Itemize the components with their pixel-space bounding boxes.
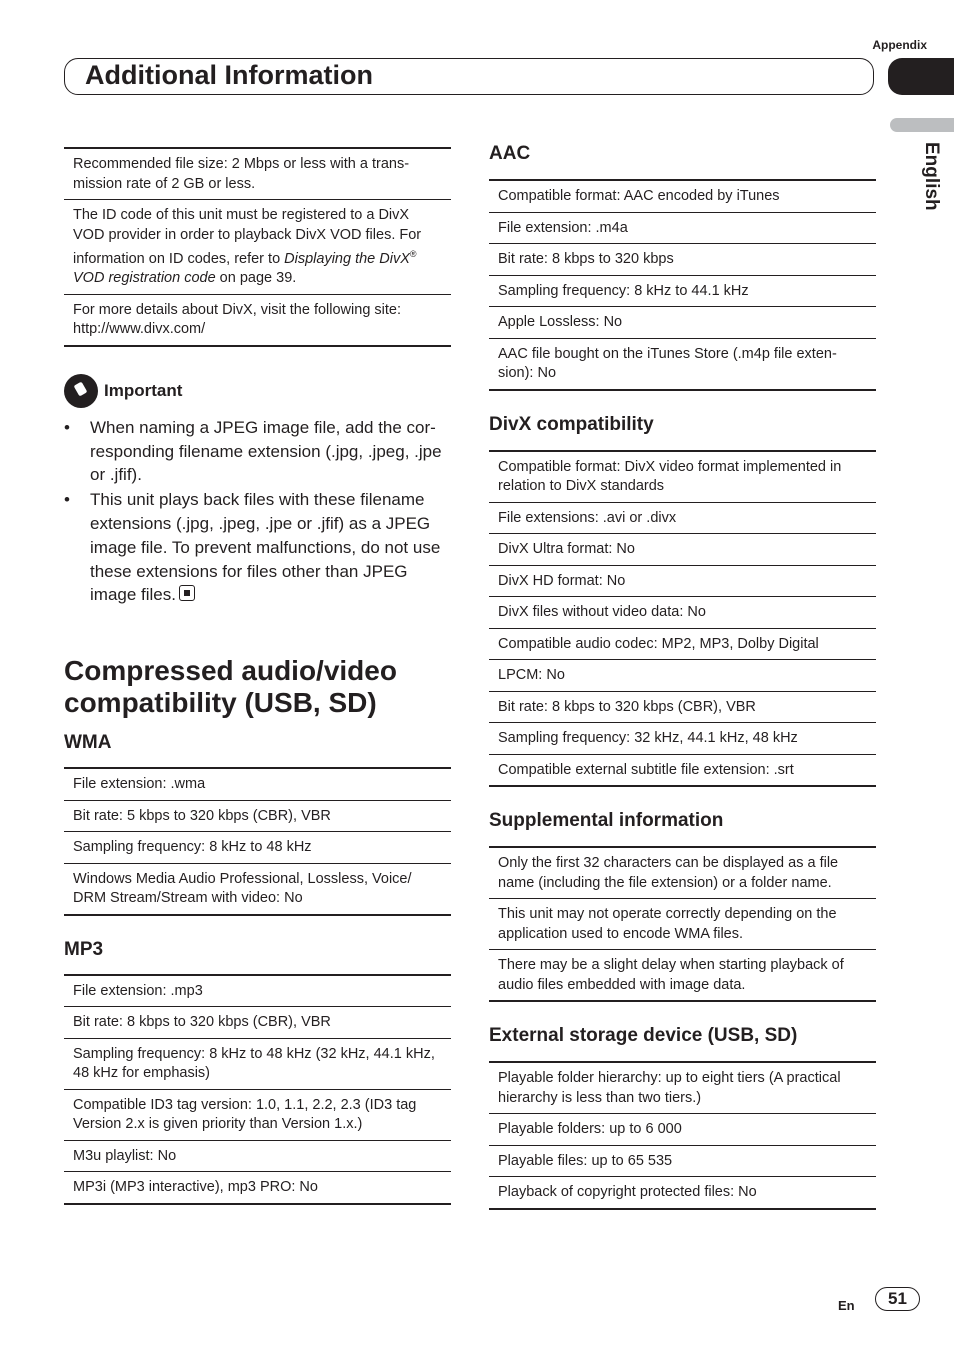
table-row: Compatible external subtitle file extension: .srt bbox=[489, 754, 876, 786]
table-row: File extension: .m4a bbox=[489, 212, 876, 244]
table-row: DivX HD format: No bbox=[489, 565, 876, 597]
table-row: This unit may not operate correctly depending on the application used to encode WMA files. bbox=[489, 898, 876, 949]
divx-heading: DivX compatibility bbox=[489, 413, 654, 435]
table-row: Bit rate: 5 kbps to 320 kbps (CBR), VBR bbox=[64, 800, 451, 832]
list-item: • When naming a JPEG image file, add the cor-responding filename extension (.jpg, .jpeg, .jpe or .jfif). bbox=[64, 416, 451, 487]
table-row: For more details about DivX, visit the following site: http://www.divx.com/ bbox=[64, 294, 451, 345]
section-label: Appendix bbox=[872, 38, 927, 52]
table-row: MP3i (MP3 interactive), mp3 PRO: No bbox=[64, 1171, 451, 1203]
page-number: 51 bbox=[875, 1287, 920, 1311]
table-row: File extension: .mp3 bbox=[73, 982, 203, 999]
table-row: Playback of copyright protected files: No bbox=[489, 1176, 876, 1208]
list-item: • This unit plays back files with these filename extensions (.jpg, .jpeg, .jpe or .jfif) as a JPEG image file. To prevent malfunctions, do not use these extensions for files other than JPEG image files. bbox=[64, 488, 451, 607]
wma-table bbox=[64, 767, 451, 916]
table-row: Compatible audio codec: MP2, MP3, Dolby Digital bbox=[489, 628, 876, 660]
important-icon bbox=[64, 374, 98, 408]
table-row: Playable folders: up to 6 000 bbox=[489, 1113, 876, 1145]
table-row: Sampling frequency: 32 kHz, 44.1 kHz, 48 kHz bbox=[489, 722, 876, 754]
table-row: DivX Ultra format: No bbox=[489, 533, 876, 565]
important-heading bbox=[64, 374, 451, 408]
table-row: Playable files: up to 65 535 bbox=[489, 1145, 876, 1177]
table-row: File extensions: .avi or .divx bbox=[489, 502, 876, 534]
left-column bbox=[64, 147, 451, 1205]
table-row: Recommended file size: 2 Mbps or less with a trans-mission rate of 2 GB or less. bbox=[73, 156, 410, 192]
chapter-tab bbox=[888, 58, 954, 95]
important-list bbox=[64, 416, 451, 607]
table-row: Compatible format: DivX video format implemented in relation to DivX standards bbox=[498, 458, 842, 494]
mp3-heading: MP3 bbox=[64, 938, 104, 960]
divx-notes-table bbox=[64, 147, 451, 347]
table-row: File extension: .wma bbox=[73, 776, 206, 793]
table-row: Bit rate: 8 kbps to 320 kbps bbox=[489, 243, 876, 275]
right-column bbox=[489, 142, 876, 1210]
table-row: M3u playlist: No bbox=[64, 1140, 451, 1172]
table-row: DivX files without video data: No bbox=[489, 596, 876, 628]
mp3-table bbox=[64, 974, 451, 1205]
language-tab: English bbox=[921, 142, 942, 211]
table-row: Compatible format: AAC encoded by iTunes bbox=[498, 188, 780, 204]
page-title: Additional Information bbox=[85, 60, 373, 90]
divx-table bbox=[489, 450, 876, 788]
storage-table bbox=[489, 1061, 876, 1210]
table-row: Bit rate: 8 kbps to 320 kbps (CBR), VBR bbox=[64, 1006, 451, 1038]
table-row: LPCM: No bbox=[489, 659, 876, 691]
table-row: Sampling frequency: 8 kHz to 44.1 kHz bbox=[489, 275, 876, 307]
table-row: Sampling frequency: 8 kHz to 48 kHz (32 kHz, 44.1 kHz, 48 kHz for emphasis) bbox=[64, 1038, 451, 1089]
table-row: Apple Lossless: No bbox=[489, 306, 876, 338]
table-row: Windows Media Audio Professional, Lossless, Voice/ DRM Stream/Stream with video: No bbox=[64, 863, 451, 914]
important-label: Important bbox=[104, 380, 183, 400]
table-row: Compatible ID3 tag version: 1.0, 1.1, 2.2, 2.3 (ID3 tag Version 2.x is given priority than Version 1.x.) bbox=[64, 1089, 451, 1140]
table-row: There may be a slight delay when starting playback of audio files embedded with image data. bbox=[489, 949, 876, 1000]
table-row: Sampling frequency: 8 kHz to 48 kHz bbox=[64, 831, 451, 863]
storage-heading: External storage device (USB, SD) bbox=[489, 1025, 798, 1046]
language-code: En bbox=[838, 1298, 855, 1313]
aac-table bbox=[489, 179, 876, 391]
table-row: Bit rate: 8 kbps to 320 kbps (CBR), VBR bbox=[489, 691, 876, 723]
end-of-section-icon bbox=[179, 585, 195, 601]
table-row: Playable folder hierarchy: up to eight tiers (A practical hierarchy is less than two tiers.) bbox=[498, 1070, 841, 1106]
supplemental-heading: Supplemental information bbox=[489, 810, 724, 831]
table-row: Only the first 32 characters can be displayed as a file name (including the file extension) or a folder name. bbox=[498, 855, 839, 891]
aac-heading: AAC bbox=[489, 143, 531, 164]
supplemental-table bbox=[489, 846, 876, 1002]
language-tab-marker bbox=[890, 118, 954, 132]
page-header bbox=[64, 58, 874, 95]
table-row: AAC file bought on the iTunes Store (.m4p file exten-sion): No bbox=[489, 338, 876, 389]
table-row: The ID code of this unit must be registered to a DivX VOD provider in order to playback DivX VOD files. For information on ID codes, refer to Displaying the DivX® VOD registration code on page 39. bbox=[64, 199, 451, 294]
section-title: Compressed audio/video compatibility (USB, SD) bbox=[64, 655, 397, 719]
wma-heading: WMA bbox=[64, 732, 112, 754]
